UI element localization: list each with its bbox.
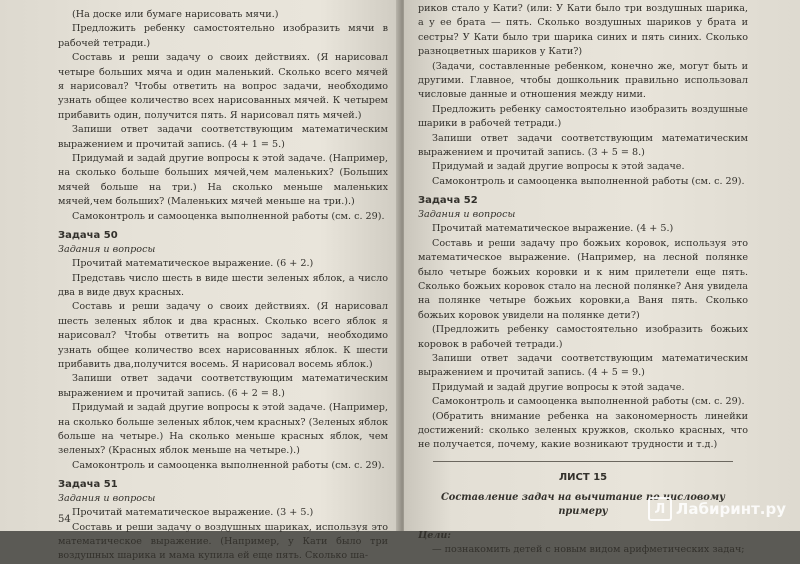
task-heading: Задача 50 <box>58 230 118 242</box>
paragraph: Придумай и задай другие вопросы к этой задаче. <box>432 381 685 393</box>
watermark <box>648 497 786 521</box>
goals-label: Цели: <box>418 529 451 541</box>
task-heading: Задача 52 <box>418 195 478 207</box>
paragraph: Запиши ответ задачи соответствующим математическим выражением и прочитай запись. (4 + 1 = 5.) <box>58 124 388 150</box>
goal-item: — познакомить детей с новым видом арифметических задач; <box>432 544 745 556</box>
paragraph: Придумай и задай другие вопросы к этой задаче. <box>432 161 685 173</box>
paragraph: Самоконтроль и самооценка выполненной работы (см. с. 29). <box>72 210 385 222</box>
paragraph: риков стало у Кати? (или: У Кати было три воздушных шарика, а у ее брата — пять. Сколько воздушных шариков у брата и сестры? У Кати было три шарика синих и пять синих. Сколько разноцветных шариков у Кати?) <box>418 3 748 58</box>
paragraph: Придумай и задай другие вопросы к этой задаче. (Например, на сколько больше больших мячей,чем маленьких? (Больших мячей больше на три.) На сколько меньше маленьких мячей,чем больших? (Маленьких мячей меньше на три.).) <box>58 153 388 208</box>
task-subheading: Задания и вопросы <box>58 493 156 505</box>
section-divider <box>433 461 733 462</box>
paragraph: Прочитай математическое выражение. (3 + 5.) <box>72 507 314 519</box>
paragraph: Запиши ответ задачи соответствующим математическим выражением и прочитай запись. (3 + 5 = 8.) <box>418 132 748 159</box>
paragraph: Запиши ответ задачи соответствующим математическим выражением и прочитай запись. (6 + 2 = 8.) <box>58 373 388 399</box>
labirint-logo-icon: Л <box>648 497 672 521</box>
paragraph: Предложить ребенку самостоятельно изобразить мячи в рабочей тетради.) <box>58 23 388 49</box>
paragraph: Запиши ответ задачи соответствующим математическим выражением и прочитай запись. (4 + 5 = 9.) <box>418 352 748 379</box>
sheet-title: ЛИСТ 15 <box>558 471 608 483</box>
left-page <box>0 0 400 562</box>
sheet-subtitle: Составление задач на вычитание по числовому примеру <box>441 491 725 517</box>
paragraph: (Обратить внимание ребенка на закономерность линейки достижений: сколько зеленых кружков, сколько красных, что не получается, почему, какие возникают трудности и т.д.) <box>418 410 748 451</box>
paragraph: Самоконтроль и самооценка выполненной работы (см. с. 29). <box>72 459 385 471</box>
page-number: 54 <box>58 514 71 525</box>
right-page <box>404 0 800 556</box>
paragraph: (На доске или бумаге нарисовать мячи.) <box>72 9 279 20</box>
paragraph: Составь и реши задачу о воздушных шариках, используя это математическое выражение. (Например, у Кати было три воздушных шарика и мама купила ей еще пять. Сколько ша- <box>58 521 388 562</box>
paragraph: Представь число шесть в виде шести зеленых яблок, а число два в виде двух красных. <box>58 272 388 298</box>
left-text-column <box>58 8 388 564</box>
paragraph: Придумай и задай другие вопросы к этой задаче. (Например, на сколько больше зеленых яблок,чем красных? (Зеленых яблок больше на четыре.) На сколько меньше красных яблок, чем зеленых? (Красных яблок меньше на четыре.).) <box>58 402 388 457</box>
paragraph: Составь и реши задачу про божьих коровок, используя это математическое выражение. (Например, на лесной полянке было четыре божьих коровки и к ним прилетели еще пять. Сколько божьих коровок стало на лесной полянке? Аня увидела на полянке четыре божьих коровки,а Ваня пять. Сколько божьих коровок увидели на полянке дети?) <box>418 237 748 321</box>
paragraph: Составь и реши задачу о своих действиях. (Я нарисовал шесть зеленых яблок и два красных. Сколько всего яблок я нарисовал? Чтобы ответить на вопрос задачи, необходимо узнать общее количество всех нарисованных яблок. К шести прибавить два,получится восемь. Я нарисовал восемь яблок.) <box>58 301 388 370</box>
paragraph: Составь и реши задачу о своих действиях. (Я нарисовал четыре больших мяча и один маленький. Сколько всего мячей я нарисовал? Чтобы ответить на вопрос задачи, необходимо узнать общее количество всех нарисованных мячей. К четырем прибавить один, получится пять. Я нарисовал пять мячей.) <box>58 52 388 121</box>
task-heading: Задача 51 <box>58 479 118 491</box>
right-text-column <box>418 2 748 558</box>
task-subheading: Задания и вопросы <box>418 209 516 221</box>
paragraph: Прочитай математическое выражение. (4 + 5.) <box>432 223 674 235</box>
paragraph: Предложить ребенку самостоятельно изобразить воздушные шарики в рабочей тетради.) <box>418 103 748 130</box>
paragraph: Самоконтроль и самооценка выполненной работы (см. с. 29). <box>432 175 745 187</box>
paragraph: (Задачи, составленные ребенком, конечно же, могут быть и другими. Главное, чтобы дошкольник правильно использовал числовые данные и отношения между ними. <box>418 60 748 101</box>
paragraph: Самоконтроль и самооценка выполненной работы (см. с. 29). <box>432 396 745 408</box>
paragraph: Прочитай математическое выражение. (6 + 2.) <box>72 258 314 270</box>
watermark-text: Лабиринт.ру <box>675 500 786 518</box>
task-subheading: Задания и вопросы <box>58 244 156 256</box>
paragraph: (Предложить ребенку самостоятельно изобразить божьих коровок в рабочей тетради.) <box>418 324 748 350</box>
